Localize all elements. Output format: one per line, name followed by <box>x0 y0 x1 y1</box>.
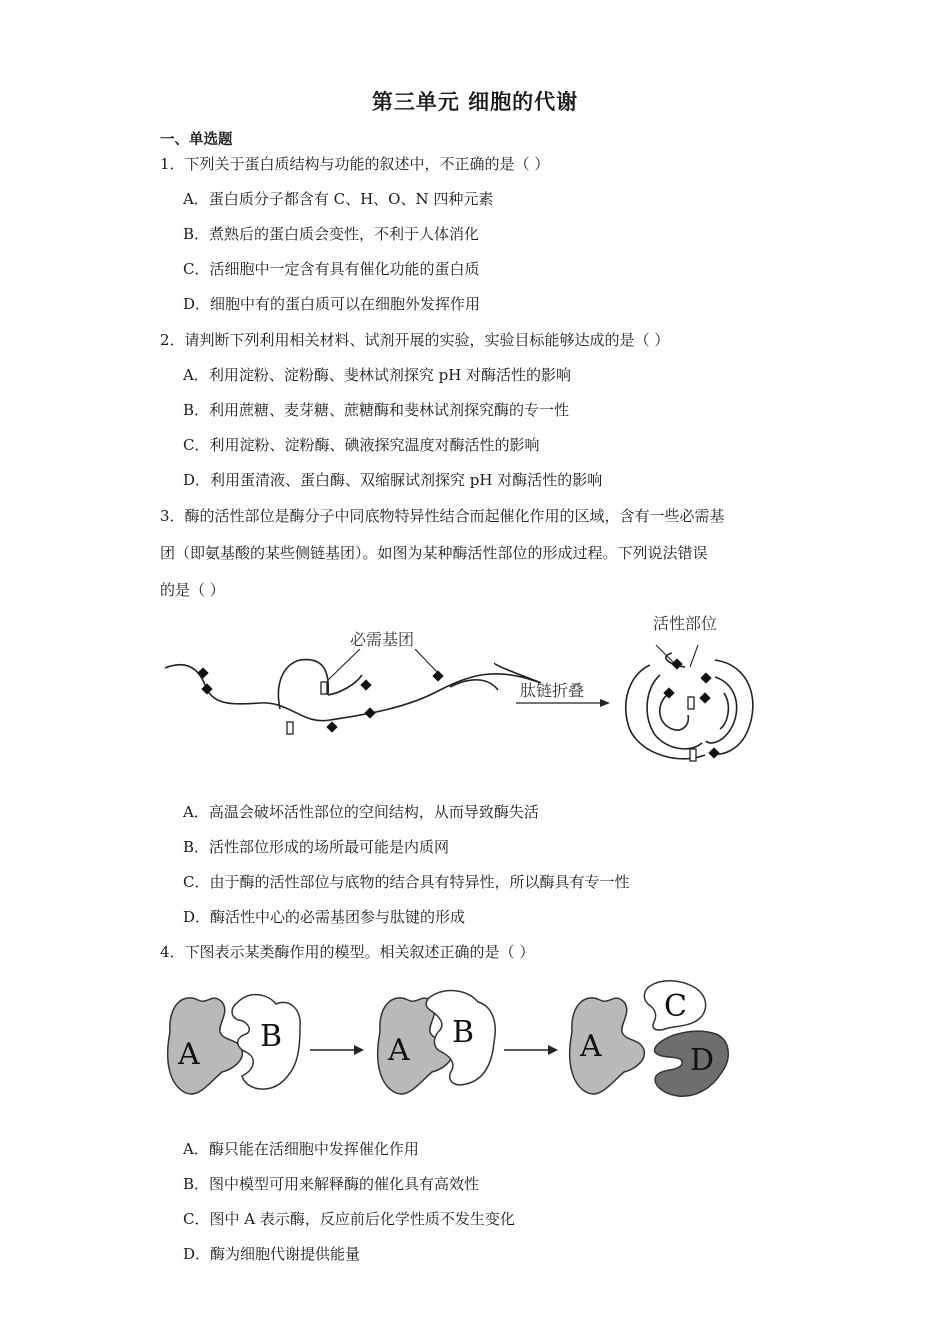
question-3-stem-line-2: 团（即氨基酸的某些侧链基团）。如图为某种酶活性部位的形成过程。下列说法错误 <box>160 544 708 562</box>
label-a-stage-3: A <box>580 1029 602 1064</box>
question-3-stem-line-3: 的是（ ） <box>160 581 225 599</box>
question-3-option-c: C．由于酶的活性部位与底物的结合具有特异性，所以酶具有专一性 <box>183 873 630 891</box>
label-active-site: 活性部位 <box>653 614 718 633</box>
active-site-diamond <box>700 672 711 683</box>
essential-group-rect <box>321 682 327 694</box>
question-1-option-b: B．煮熟后的蛋白质会变性，不利于人体消化 <box>183 225 480 243</box>
active-site-diamond <box>699 692 710 703</box>
label-b-stage-1: B <box>260 1019 283 1054</box>
label-c: C <box>664 989 687 1024</box>
question-4-option-b: B．图中模型可用来解释酶的催化具有高效性 <box>183 1175 480 1193</box>
enzyme-model-figure <box>150 972 750 1112</box>
label-chain-folding: 肽链折叠 <box>520 681 585 700</box>
essential-group-diamond <box>432 670 443 681</box>
question-4-option-d: D．酶为细胞代谢提供能量 <box>183 1245 361 1263</box>
question-2-option-c: C．利用淀粉、淀粉酶、碘液探究温度对酶活性的影响 <box>183 436 540 454</box>
label-b-stage-2: B <box>452 1015 475 1050</box>
question-1-option-a: A．蛋白质分子都含有 C、H、O、N 四种元素 <box>183 190 494 208</box>
label-d: D <box>690 1043 715 1078</box>
active-site-diamond <box>708 747 719 758</box>
essential-group-diamond <box>197 667 208 678</box>
polypeptide-chain <box>165 663 540 721</box>
label-a-stage-1: A <box>178 1037 200 1072</box>
essential-group-diamond <box>360 679 371 690</box>
question-4-stem: 4．下图表示某类酶作用的模型。相关叙述正确的是（ ） <box>160 943 535 961</box>
question-2-option-a: A．利用淀粉、淀粉酶、斐林试剂探究 pH 对酶活性的影响 <box>183 366 572 384</box>
question-1-option-d: D．细胞中有的蛋白质可以在细胞外发挥作用 <box>183 295 481 313</box>
label-essential-groups: 必需基团 <box>350 630 415 649</box>
active-site-rect <box>688 697 694 709</box>
essential-group-diamond <box>364 707 375 718</box>
essential-group-diamond <box>326 721 337 732</box>
essential-group-diamond <box>201 683 212 694</box>
question-1-option-c: C．活细胞中一定含有具有催化功能的蛋白质 <box>183 260 480 278</box>
question-2-option-d: D．利用蛋清液、蛋白酶、双缩脲试剂探究 pH 对酶活性的影响 <box>183 471 603 489</box>
page-title: 第三单元 细胞的代谢 <box>371 90 579 114</box>
question-2-option-b: B．利用蔗糖、麦芽糖、蔗糖酶和斐林试剂探究酶的专一性 <box>183 401 570 419</box>
section-heading: 一、单选题 <box>160 132 233 148</box>
active-site-diamond <box>671 658 682 669</box>
question-4-option-c: C．图中 A 表示酶，反应前后化学性质不发生变化 <box>183 1210 515 1228</box>
label-a-stage-2: A <box>388 1033 410 1068</box>
active-site-rect <box>690 749 696 761</box>
question-3-stem-line-1: 3．酶的活性部位是酶分子中同底物特异性结合而起催化作用的区域，含有一些必需基 <box>160 507 725 525</box>
question-2-stem: 2．请判断下列利用相关材料、试剂开展的实验，实验目标能够达成的是（ ） <box>160 331 670 349</box>
question-1-stem: 1．下列关于蛋白质结构与功能的叙述中，不正确的是（ ） <box>160 155 550 173</box>
question-4-option-a: A．酶只能在活细胞中发挥催化作用 <box>183 1140 419 1158</box>
essential-group-rect <box>287 722 293 734</box>
question-3-option-b: B．活性部位形成的场所最可能是内质网 <box>183 838 450 856</box>
question-3-option-a: A．高温会破坏活性部位的空间结构，从而导致酶失活 <box>183 803 539 821</box>
enzyme-folding-figure <box>150 605 790 780</box>
question-3-option-d: D．酶活性中心的必需基团参与肽键的形成 <box>183 908 466 926</box>
